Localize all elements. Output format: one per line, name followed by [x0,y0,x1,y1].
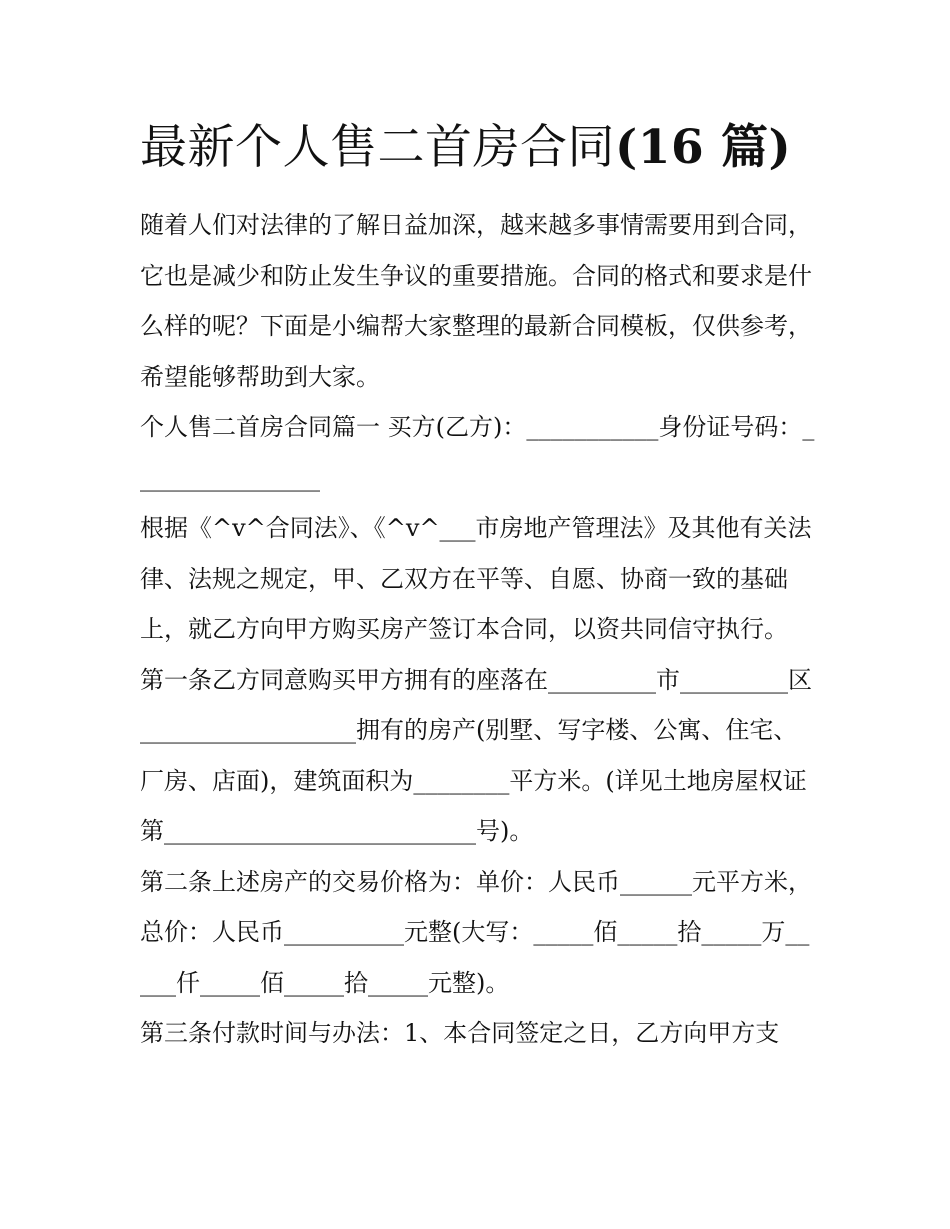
title-main: 最新个人售二首房合同 [140,120,615,175]
document-body [140,118,820,1059]
article-1-paragraph: 第一条乙方同意购买甲方拥有的座落在_________市_________区__________________拥有的房产(别墅、写字楼、公寓、住宅、厂房、店面)，建筑面积为________平方米。(详见土地房屋权证第__________________________号)。 [140,665,812,845]
intro-paragraph: 随着人们对法律的了解日益加深，越来越多事情需要用到合同，它也是减少和防止发生争议的重要措施。合同的格式和要求是什么样的呢？下面是小编帮大家整理的最新合同模板，仅供参考，希望能够帮助到大家。 [140,211,812,391]
document-title [140,118,820,178]
article-3-paragraph: 第三条付款时间与办法：1、本合同签定之日，乙方向甲方支 [140,1019,780,1047]
title-count: (16 篇) [615,120,792,175]
buyer-info-paragraph: 个人售二首房合同篇一 买方(乙方)：___________身份证号码：________________ [140,413,815,492]
legal-basis-paragraph: 根据《^v^合同法》、《^v^___市房地产管理法》及其他有关法律、法规之规定，甲、乙双方在平等、自愿、协商一致的基础上，就乙方向甲方购买房产签订本合同，以资共同信守执行。 [140,514,812,643]
article-2-paragraph: 第二条上述房产的交易价格为：单价：人民币______元平方米，总价：人民币__________元整(大写：_____佰_____拾_____万_____仟_____佰_____拾_____元整)。 [140,867,812,997]
